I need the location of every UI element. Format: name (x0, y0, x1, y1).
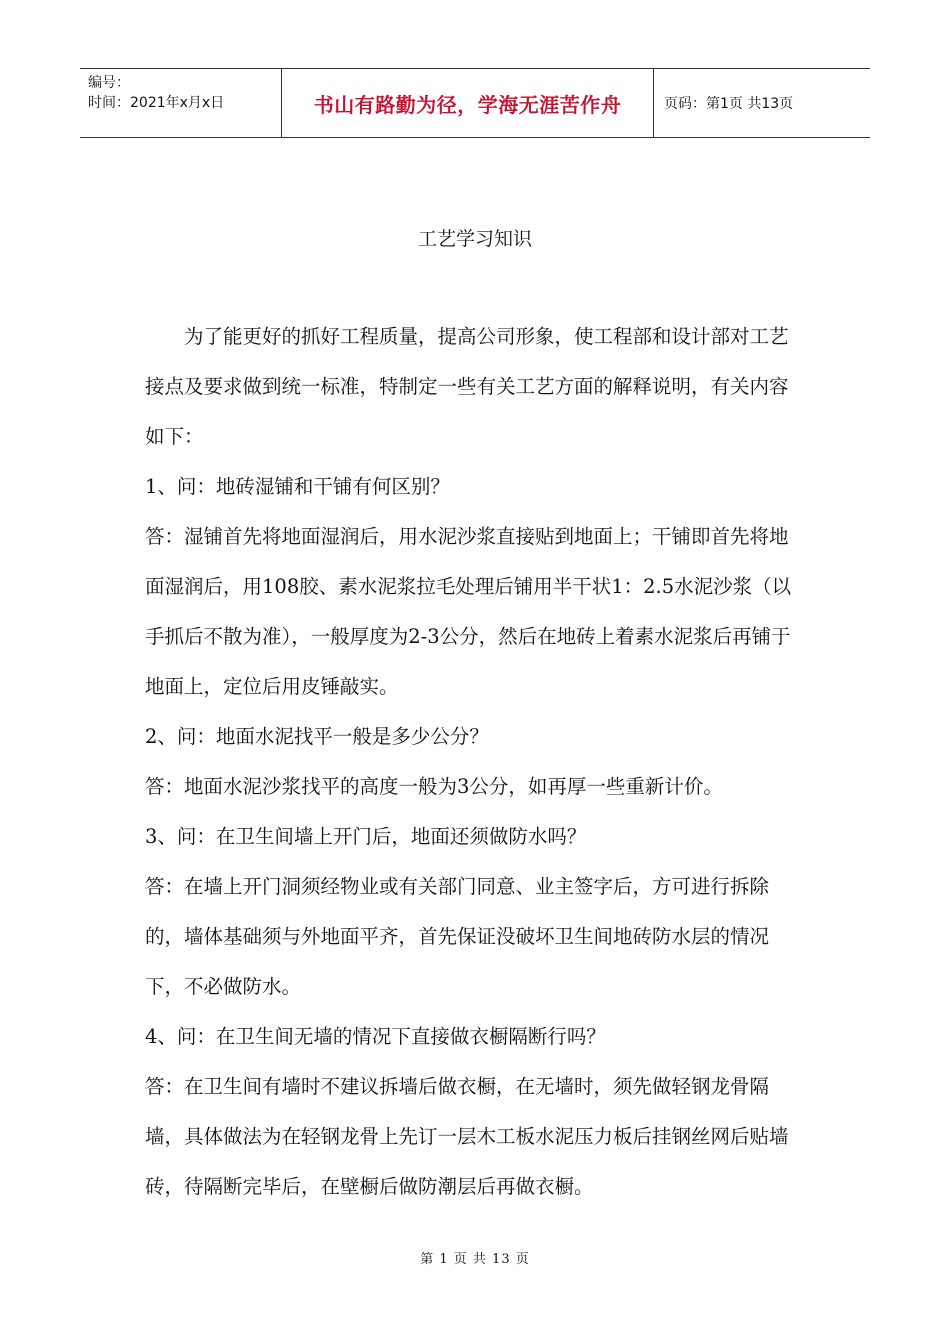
answer-2: 答：地面水泥沙浆找平的高度一般为3公分，如再厚一些重新计价。 (145, 775, 723, 798)
question-1: 1、问：地砖湿铺和干铺有何区别？ (145, 475, 450, 498)
question-3: 3、问：在卫生间墙上开门后，地面还须做防水吗？ (145, 825, 587, 848)
answer-3: 答：在墙上开门洞须经物业或有关部门同意、业主签字后，方可进行拆除的，墙体基础须与外地面平齐，首先保证没破坏卫生间地砖防水层的情况下，不必做防水。 (145, 875, 770, 998)
serial-label: 编号： (88, 75, 130, 91)
header-table (80, 68, 870, 138)
date-line: 时间：2021年x月x日 (88, 95, 225, 111)
answer-1: 答：湿铺首先将地面湿润后，用水泥沙浆直接贴到地面上；干铺即首先将地面湿润后，用108胶、素水泥浆拉毛处理后铺用半干状1：2.5水泥沙浆（以手抓后不散为准），一般厚度为2-3公分，然后在地砖上着素水泥浆后再铺于地面上，定位后用皮锤敲实。 (145, 525, 792, 698)
document-title: 工艺学习知识 (417, 228, 532, 250)
page-footer: 第 1 页 共 13 页 (420, 1252, 530, 1267)
answer-4: 答：在卫生间有墙时不建议拆墙后做衣橱，在无墙时，须先做轻钢龙骨隔墙，具体做法为在轻钢龙骨上先订一层木工板水泥压力板后挂钢丝网后贴墙砖，待隔断完毕后，在壁橱后做防潮层后再做衣橱。 (145, 1075, 789, 1198)
header-left-cell (80, 69, 282, 137)
intro-paragraph: 为了能更好的抓好工程质量，提高公司形象，使工程部和设计部对工艺接点及要求做到统一标准，特制定一些有关工艺方面的解释说明，有关内容如下： (145, 325, 789, 448)
question-2: 2、问：地面水泥找平一般是多少公分？ (145, 725, 489, 748)
header-page-info: 页码：第1页 共13页 (664, 96, 794, 112)
question-4: 4、问：在卫生间无墙的情况下直接做衣橱隔断行吗？ (145, 1025, 606, 1048)
header-motto: 书山有路勤为径，学海无涯苦作舟 (282, 69, 654, 137)
document-body (145, 312, 805, 1212)
